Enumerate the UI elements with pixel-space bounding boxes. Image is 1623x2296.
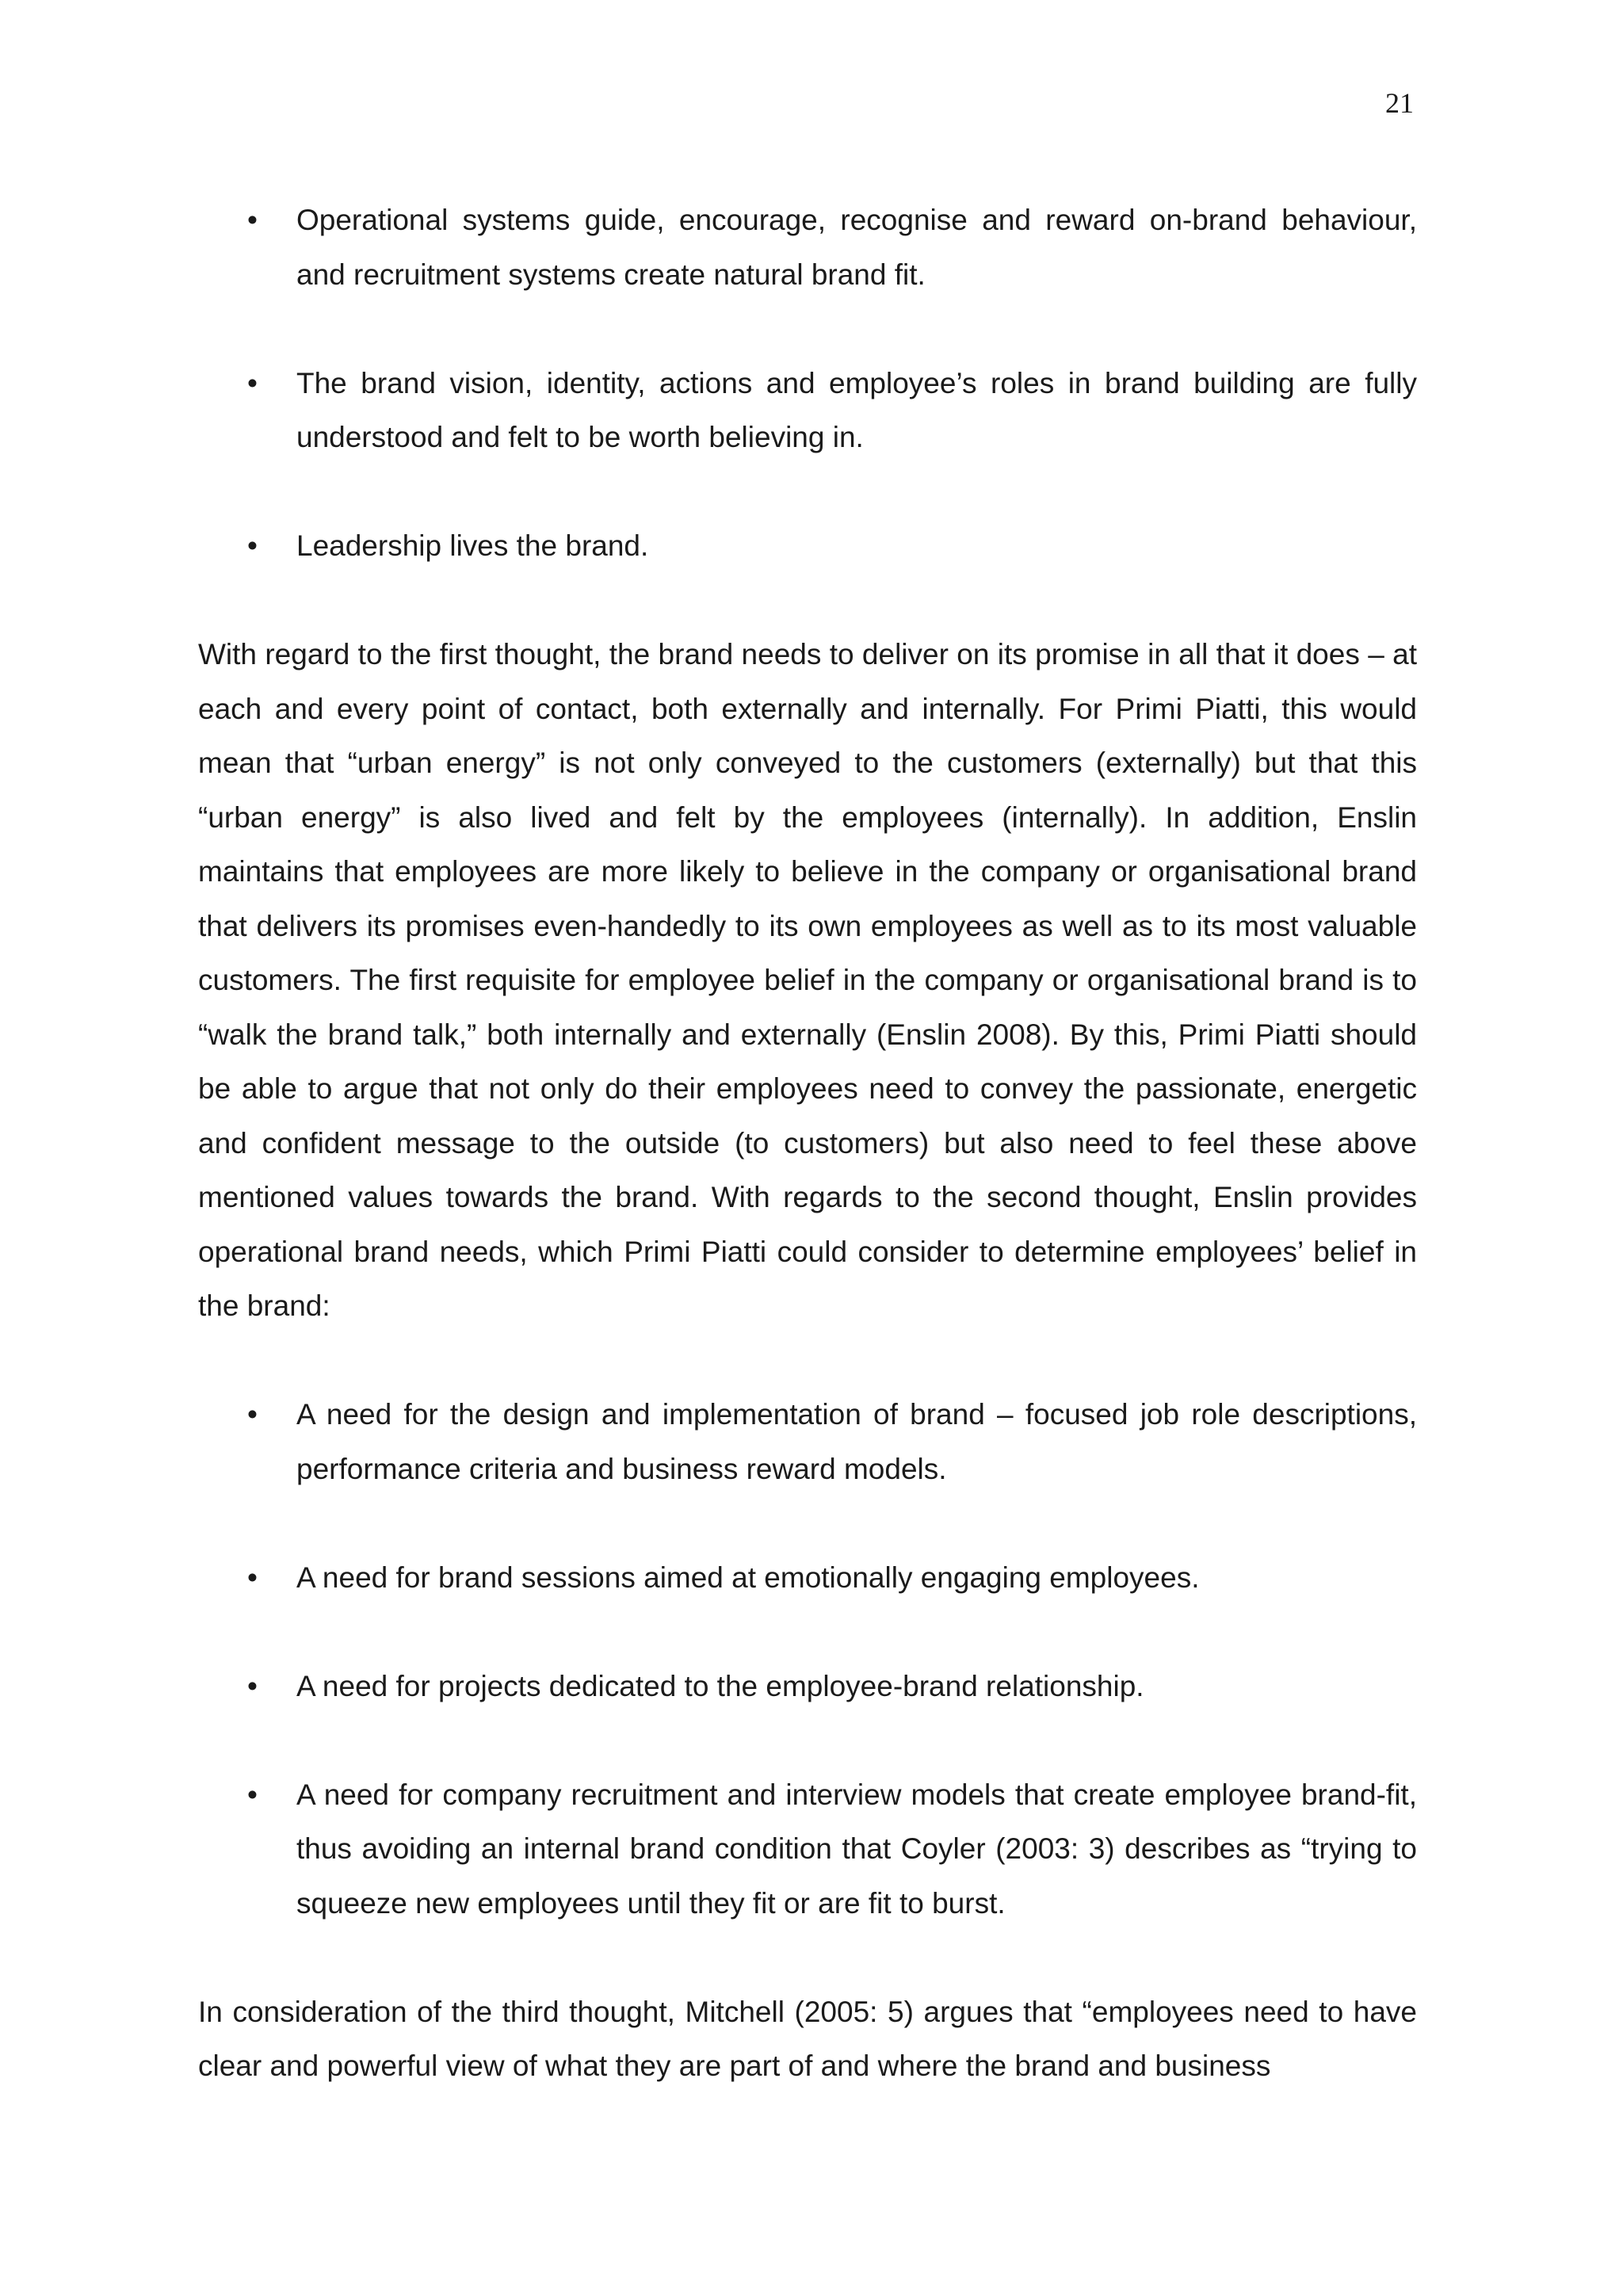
list-item-text: A need for company recruitment and interview models that create employee brand-fit, thus avoiding an internal brand condition that Coyler (2003: 3) describes as “trying to squeeze new employees until they fit or are fit to burst. [296,1778,1417,1920]
bullet-icon: • [247,366,258,399]
page-number: 21 [1385,87,1414,119]
list-item-text: A need for projects dedicated to the employee-brand relationship. [296,1669,1144,1702]
bullet-icon: • [247,1778,258,1811]
bullet-icon: • [247,204,258,236]
list-item-text: A need for brand sessions aimed at emotionally engaging employees. [296,1561,1200,1594]
bullet-icon: • [247,1398,258,1431]
body-paragraph-end: In consideration of the third thought, Mitchell (2005: 5) argues that “employees need to have clear and powerful view of what they are part of and where the brand and business [198,1995,1417,2082]
list-item [198,193,1417,302]
bullet-list-operational-needs [198,1388,1417,1931]
list-item-text: The brand vision, identity, actions and employee’s roles in brand building are fully understood and felt to be worth believing in. [296,366,1417,453]
list-item-text: Leadership lives the brand. [296,529,649,562]
list-item [198,1551,1417,1606]
list-item-text: A need for the design and implementation of brand – focused job role descriptions, performance criteria and business reward models. [296,1398,1417,1485]
bullet-icon: • [247,1561,258,1594]
list-item [198,1388,1417,1496]
bullet-icon: • [247,529,258,562]
list-item [198,519,1417,574]
document-body [198,193,1417,2094]
list-item [198,1768,1417,1931]
body-paragraph-main: With regard to the first thought, the brand needs to deliver on its promise in all that it does – at each and every point of contact, both externally and internally. For Primi Piatti, this would mean that “urban energy” is not only conveyed to the customers (externally) but that this “urban energy” is also lived and felt by the employees (internally). In addition, Enslin maintains that employees are more likely to believe in the company or organisational brand that delivers its promises even-handedly to its own employees as well as to its most valuable customers. The first requisite for employee belief in the company or organisational brand is to “walk the brand talk,” both internally and externally (Enslin 2008). By this, Primi Piatti should be able to argue that not only do their employees need to convey the passionate, energetic and confident message to the outside (to customers) but also need to feel these above mentioned values towards the brand. With regards to the second thought, Enslin provides operational brand needs, which Primi Piatti could consider to determine employees’ belief in the brand: [198,638,1417,1322]
list-item [198,1660,1417,1714]
list-item-text: Operational systems guide, encourage, recognise and reward on-brand behaviour, and recruitment systems create natural brand fit. [296,204,1417,291]
bullet-list-brand-conditions [198,193,1417,574]
bullet-icon: • [247,1669,258,1702]
list-item [198,357,1417,465]
